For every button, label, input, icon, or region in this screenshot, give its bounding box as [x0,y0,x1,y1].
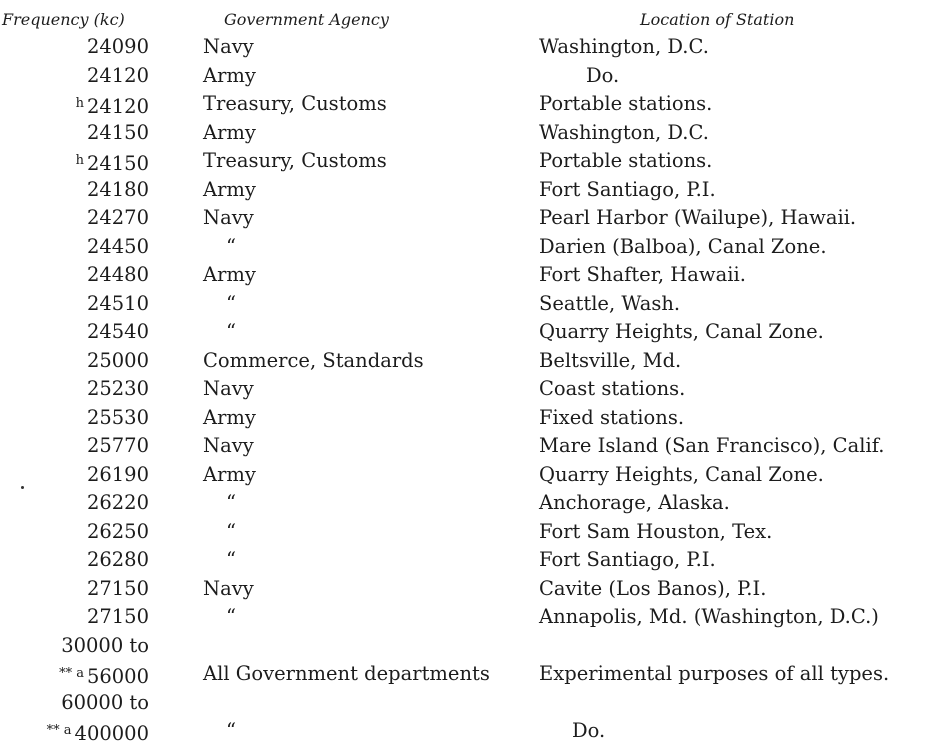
table-row [0,489,951,518]
table-row [0,261,951,290]
location-cell: Quarry Heights, Canal Zone. [539,320,824,343]
agency-cell: Navy [203,206,254,229]
table-header [0,10,951,32]
frequency-value: 24180 [86,177,149,201]
table-row [0,717,951,746]
agency-cell: “ [226,605,236,628]
table-row [0,603,951,632]
agency-cell: “ [226,234,236,258]
agency-cell: “ [226,491,236,514]
agency-cell: “ [226,548,236,571]
location-cell: Washington, D.C. [539,120,709,144]
frequency-value: 24270 [86,206,149,229]
frequency-cell [87,461,149,490]
frequency-cell [87,347,149,376]
table-row [0,375,951,404]
frequency-cell [61,632,149,661]
location-cell: Cavite (Los Banos), P.I. [539,576,767,600]
frequency-cell [87,575,149,604]
location-cell: Quarry Heights, Canal Zone. [539,462,824,486]
agency-cell: Navy [203,434,254,457]
location-cell: Portable stations. [539,149,713,172]
location-cell: Fort Santiago, P.I. [539,548,716,571]
frequency-cell [61,689,149,718]
frequency-value: 27150 [86,605,149,628]
frequency-cell [87,375,149,404]
table-row [0,432,951,461]
frequency-cell [59,660,149,692]
frequency-value: 24150 [86,152,149,175]
agency-cell: “ [226,320,236,343]
frequency-cell [87,290,149,319]
agency-cell: Army [203,177,256,201]
location-cell: Seattle, Wash. [539,291,681,315]
frequency-value: 60000 to [61,690,149,714]
table-row [0,204,951,233]
frequency-cell [87,489,149,518]
table-row [0,147,951,176]
frequency-value: 24090 [86,35,149,58]
location-cell: Annapolis, Md. (Washington, D.C.) [539,605,879,628]
footnote-mark: ** a [46,723,72,738]
agency-cell: Army [203,63,256,87]
table-row [0,575,951,604]
frequency-cell [87,603,149,632]
frequency-value: 24150 [86,120,149,144]
frequency-value: 24120 [86,63,149,87]
location-cell: Washington, D.C. [539,35,709,58]
frequency-cell [87,432,149,461]
frequency-value: 24450 [86,234,149,258]
table-row [0,233,951,262]
frequency-cell [76,147,149,179]
footnote-mark: h [75,153,84,168]
agency-cell: Treasury, Customs [203,92,387,115]
frequency-cell [87,318,149,347]
agency-cell: Treasury, Customs [203,149,387,172]
frequency-value: 400000 [74,722,149,745]
frequency-value: 25230 [86,377,149,400]
table-row [0,518,951,547]
table-row [0,290,951,319]
footnote-mark: ** a [59,666,84,681]
table-row [0,632,951,661]
frequency-table [0,33,951,746]
frequency-cell [87,33,149,62]
location-cell: Coast stations. [539,377,686,400]
agency-cell: Army [203,405,256,429]
header-location: Location of Station [640,10,795,29]
frequency-value: 26250 [86,519,149,543]
frequency-value: 24120 [86,95,149,118]
location-cell: Anchorage, Alaska. [539,491,730,514]
agency-cell: Navy [203,35,254,58]
frequency-value: 26280 [86,548,149,571]
table-row [0,689,951,718]
frequency-value: 56000 [86,665,149,688]
stray-mark [21,486,24,489]
agency-cell: “ [226,519,236,543]
table-row [0,660,951,689]
location-cell: Do. [586,63,620,87]
frequency-cell [87,119,149,148]
location-cell: Fort Shafter, Hawaii. [539,263,746,286]
frequency-value: 24510 [86,291,149,315]
table-row [0,404,951,433]
location-cell: Fort Santiago, P.I. [539,177,716,201]
frequency-cell [87,518,149,547]
frequency-cell [87,176,149,205]
table-row [0,546,951,575]
frequency-value: 30000 to [61,633,149,657]
footnote-mark: h [75,96,84,111]
table-row [0,461,951,490]
agency-cell: Army [203,263,256,286]
frequency-cell [76,90,149,122]
frequency-value: 26220 [86,491,149,514]
header-agency: Government Agency [224,10,389,29]
table-row [0,347,951,376]
agency-cell: Navy [203,377,254,400]
agency-cell: Army [203,462,256,486]
agency-cell: Navy [203,576,254,600]
frequency-cell [87,204,149,233]
location-cell: Fixed stations. [539,405,685,429]
frequency-cell [87,404,149,433]
frequency-cell [87,62,149,91]
frequency-cell [87,546,149,575]
table-row [0,62,951,91]
table-row [0,318,951,347]
table-row [0,119,951,148]
frequency-value: 24480 [86,263,149,286]
frequency-cell [87,261,149,290]
location-cell: Darien (Balboa), Canal Zone. [539,234,827,258]
location-cell: Beltsville, Md. [539,348,682,372]
location-cell: Do. [572,719,606,742]
location-cell: Experimental purposes of all types. [539,662,890,685]
frequency-value: 27150 [86,576,149,600]
agency-cell: Army [203,120,256,144]
table-row [0,33,951,62]
agency-cell: “ [226,291,236,315]
location-cell: Portable stations. [539,92,713,115]
frequency-cell [87,233,149,262]
frequency-value: 25530 [86,405,149,429]
agency-cell: All Government departments [203,662,490,685]
header-frequency: Frequency (kc) [2,10,125,29]
agency-cell: “ [226,719,236,742]
table-row [0,90,951,119]
location-cell: Fort Sam Houston, Tex. [539,519,773,543]
frequency-value: 25770 [86,434,149,457]
agency-cell: Commerce, Standards [203,348,424,372]
location-cell: Pearl Harbor (Wailupe), Hawaii. [539,206,857,229]
frequency-value: 24540 [86,320,149,343]
location-cell: Mare Island (San Francisco), Calif. [539,434,885,457]
table-row [0,176,951,205]
frequency-cell [47,717,149,749]
frequency-value: 26190 [86,462,149,486]
frequency-value: 25000 [86,348,149,372]
